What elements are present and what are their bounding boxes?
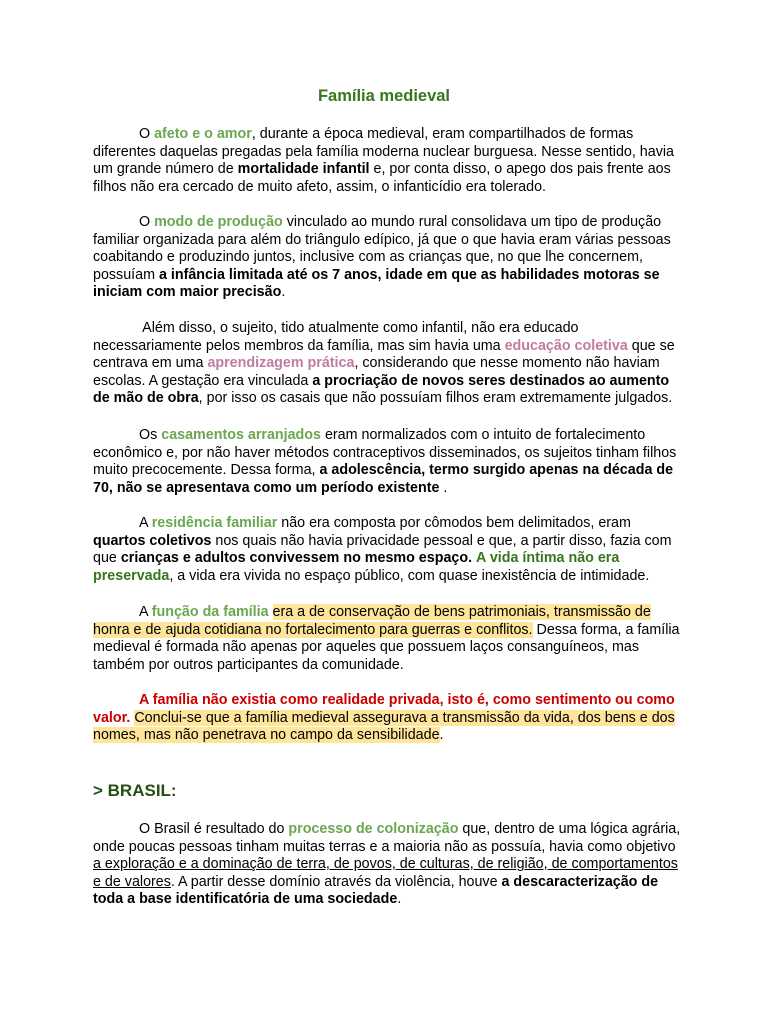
- bold-term: a adolescência, termo surgido apenas na década de 70, não se apresentava como um período existente: [93, 462, 674, 496]
- text-run: , durante a época medieval, eram compartilhados de formas diferentes daquelas pregadas pela família moderna nuclear burguesa. Nesse sentido, havia um grande número de: [93, 126, 674, 178]
- paragraph-educacao: [93, 320, 683, 408]
- text-run: Dessa forma, a família medieval é formada não apenas por aqueles que possuem laços consanguíneos, mas também por outros participantes da comunidade.: [93, 621, 680, 673]
- paragraph-casamentos: [93, 427, 683, 497]
- text-run: [269, 604, 273, 620]
- highlight-term: processo de colonização: [288, 821, 459, 837]
- red-statement: A família não existia como realidade privada, isto é, como sentimento ou como valor.: [93, 692, 675, 726]
- text-run: eram normalizados com o intuito de fortalecimento econômico e, por não haver métodos contraceptivos disseminados, os sujeitos tinham filhos muito precocemente. Dessa forma,: [93, 427, 677, 479]
- highlight-term: afeto e o amor: [154, 126, 252, 142]
- text-run: que, dentro de uma lógica agrária, onde poucas pessoas tinham muitas terras e a maioria não as possuía, havia como objetivo: [93, 821, 681, 855]
- paragraph-afeto: [93, 126, 683, 196]
- highlight-term: casamentos arranjados: [161, 427, 321, 443]
- text-run: e, por conta disso, o apego dos pais frente aos filhos não era cercado de muito afeto, assim, o infanticídio era tolerado.: [93, 161, 671, 195]
- text-run: nos quais não havia privacidade pessoal e que, a partir disso, fazia com que: [93, 532, 672, 567]
- text-run: O: [139, 214, 155, 230]
- bold-term: a descaracterização de toda a base identificatória de uma sociedade: [93, 873, 659, 908]
- paragraph-modo-de-producao: [93, 214, 683, 302]
- text-run: A: [139, 604, 152, 620]
- paragraph-brasil: [93, 821, 683, 909]
- bold-term: quartos coletivos: [93, 532, 212, 549]
- paragraph-conclusao: [93, 692, 683, 745]
- text-run: .: [397, 891, 402, 908]
- text-run: O Brasil é resultado do: [139, 821, 289, 837]
- text-run: A: [139, 515, 152, 531]
- text-run: .: [439, 479, 448, 496]
- paragraph-funcao: [93, 604, 683, 674]
- bold-term: a infância limitada até os 7 anos, idade em que as habilidades motoras se iniciam com maior precisão: [93, 266, 660, 301]
- bold-term: mortalidade infantil: [237, 161, 370, 178]
- text-run: , por isso os casais que não possuíam filhos eram extremamente julgados.: [198, 390, 673, 407]
- text-run: . A partir desse domínio através da violência, houve: [170, 873, 502, 890]
- bold-term: a procriação de novos seres destinados ao aumento de mão de obra: [93, 372, 670, 407]
- document-title: Família medieval: [317, 87, 451, 105]
- underlined-text: a exploração e a dominação de terra, de povos, de culturas, de religião, de comportamentos e de valores: [93, 856, 678, 890]
- text-run: .: [281, 284, 286, 301]
- text-run: Os: [139, 427, 162, 443]
- text-run: que se centrava em uma: [93, 337, 675, 372]
- highlight-term: educação coletiva: [504, 337, 628, 354]
- text-run: não era composta por cômodos bem delimitados, eram: [277, 515, 631, 531]
- section-heading-brasil: > BRASIL:: [93, 781, 177, 800]
- text-run: .: [439, 727, 444, 744]
- highlight-term: A vida íntima não era preservada: [93, 550, 620, 584]
- highlighted-text: era a de conservação de bens patrimoniais, transmissão de honra e de ajuda cotidiana no fortalecimento para guerras e conflitos.: [93, 604, 651, 638]
- highlight-term: aprendizagem prática: [207, 355, 355, 372]
- text-run: , a vida era vivida no espaço público, com quase inexistência de intimidade.: [169, 567, 650, 584]
- highlight-term: modo de produção: [154, 214, 283, 230]
- bold-term: crianças e adultos convivessem no mesmo espaço.: [120, 550, 473, 567]
- highlight-term: função da família: [151, 604, 269, 620]
- text-run: O: [139, 126, 155, 142]
- highlighted-text: Conclui-se que a família medieval assegurava a transmissão da vida, dos bens e dos nomes, mas não penetrava no campo da sensibilidade: [93, 709, 675, 744]
- highlight-term: residência familiar: [151, 515, 278, 531]
- text-run: Além disso, o sujeito, tido atualmente como infantil, não era educado necessariamente pelos membros da família, mas sim havia uma: [93, 320, 579, 354]
- text-run: , considerando que nesse momento não haviam escolas. A gestação era vinculada: [93, 355, 660, 389]
- paragraph-residencia: [93, 515, 683, 585]
- text-run: vinculado ao mundo rural consolidava um tipo de produção familiar organizada para além do triângulo edípico, já que o que havia eram várias pessoas coabitando e produzindo juntos, inclusive com as crianças que, no que lhe concernem, possuíam: [93, 214, 671, 283]
